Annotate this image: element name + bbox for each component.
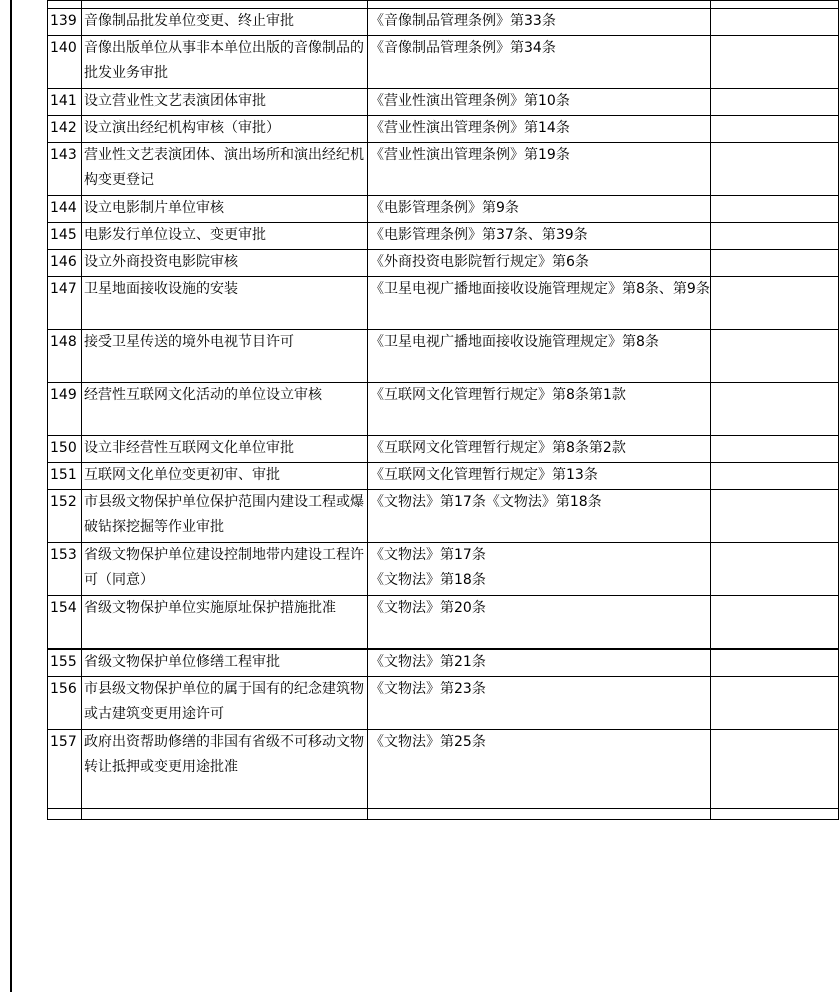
table-row xyxy=(48,143,839,196)
remarks-cell xyxy=(711,596,839,650)
approval-item-cell: 音像出版单位从事非本单位出版的音像制品的批发业务审批 xyxy=(82,36,368,89)
table-row xyxy=(48,1,839,9)
approval-item-cell: 接受卫星传送的境外电视节目许可 xyxy=(82,330,368,383)
item-number-cell: 149 xyxy=(48,383,82,436)
approval-item-cell: 经营性互联网文化活动的单位设立审核 xyxy=(82,383,368,436)
item-number-cell xyxy=(48,1,82,9)
table-row xyxy=(48,436,839,463)
approval-item-cell: 互联网文化单位变更初审、审批 xyxy=(82,463,368,490)
remarks-cell xyxy=(711,543,839,596)
legal-basis-cell: 《卫星电视广播地面接收设施管理规定》第8条、第9条 xyxy=(368,277,711,330)
page-left-border xyxy=(10,0,12,992)
remarks-cell xyxy=(711,36,839,89)
remarks-cell xyxy=(711,436,839,463)
approval-item-cell xyxy=(82,809,368,820)
approval-item-cell: 营业性文艺表演团体、演出场所和演出经纪机构变更登记 xyxy=(82,143,368,196)
approval-item-cell: 设立营业性文艺表演团体审批 xyxy=(82,89,368,116)
legal-basis-cell: 《外商投资电影院暂行规定》第6条 xyxy=(368,250,711,277)
table-row xyxy=(48,809,839,820)
remarks-cell xyxy=(711,1,839,9)
legal-basis-cell: 《互联网文化管理暂行规定》第8条第2款 xyxy=(368,436,711,463)
table-row xyxy=(48,730,839,809)
approval-items-table xyxy=(47,0,839,820)
table-row xyxy=(48,116,839,143)
table-row xyxy=(48,277,839,330)
table-row xyxy=(48,9,839,36)
item-number-cell: 153 xyxy=(48,543,82,596)
remarks-cell xyxy=(711,330,839,383)
legal-basis-cell: 《文物法》第21条 xyxy=(368,649,711,677)
remarks-cell xyxy=(711,250,839,277)
legal-basis-cell: 《卫星电视广播地面接收设施管理规定》第8条 xyxy=(368,330,711,383)
item-number-cell: 156 xyxy=(48,677,82,730)
approval-item-cell: 省级文物保护单位修缮工程审批 xyxy=(82,649,368,677)
remarks-cell xyxy=(711,116,839,143)
legal-basis-cell: 《互联网文化管理暂行规定》第13条 xyxy=(368,463,711,490)
table-row xyxy=(48,649,839,677)
approval-item-cell: 设立非经营性互联网文化单位审批 xyxy=(82,436,368,463)
approval-item-cell: 设立演出经纪机构审核（审批） xyxy=(82,116,368,143)
item-number-cell: 151 xyxy=(48,463,82,490)
legal-basis-cell: 《音像制品管理条例》第34条 xyxy=(368,36,711,89)
table-row xyxy=(48,543,839,596)
approval-item-cell: 省级文物保护单位建设控制地带内建设工程许可（同意） xyxy=(82,543,368,596)
remarks-cell xyxy=(711,730,839,809)
legal-basis-cell: 《电影管理条例》第9条 xyxy=(368,196,711,223)
item-number-cell: 139 xyxy=(48,9,82,36)
remarks-cell xyxy=(711,677,839,730)
legal-basis-cell xyxy=(368,1,711,9)
legal-basis-cell: 《营业性演出管理条例》第14条 xyxy=(368,116,711,143)
legal-basis-cell xyxy=(368,809,711,820)
approval-item-cell: 卫星地面接收设施的安装 xyxy=(82,277,368,330)
approval-item-cell: 设立外商投资电影院审核 xyxy=(82,250,368,277)
approval-item-cell xyxy=(82,1,368,9)
remarks-cell xyxy=(711,277,839,330)
item-number-cell: 152 xyxy=(48,490,82,543)
item-number-cell: 148 xyxy=(48,330,82,383)
table-row xyxy=(48,330,839,383)
table-row xyxy=(48,490,839,543)
remarks-cell xyxy=(711,223,839,250)
item-number-cell: 147 xyxy=(48,277,82,330)
item-number-cell: 157 xyxy=(48,730,82,809)
approval-item-cell: 设立电影制片单位审核 xyxy=(82,196,368,223)
legal-basis-cell: 《营业性演出管理条例》第10条 xyxy=(368,89,711,116)
remarks-cell xyxy=(711,809,839,820)
legal-basis-cell: 《文物法》第23条 xyxy=(368,677,711,730)
item-number-cell: 143 xyxy=(48,143,82,196)
remarks-cell xyxy=(711,143,839,196)
remarks-cell xyxy=(711,649,839,677)
remarks-cell xyxy=(711,383,839,436)
table-body xyxy=(48,1,839,820)
approval-item-cell: 音像制品批发单位变更、终止审批 xyxy=(82,9,368,36)
remarks-cell xyxy=(711,490,839,543)
legal-basis-cell: 《营业性演出管理条例》第19条 xyxy=(368,143,711,196)
approval-item-cell: 政府出资帮助修缮的非国有省级不可移动文物转让抵押或变更用途批准 xyxy=(82,730,368,809)
item-number-cell xyxy=(48,809,82,820)
table-row xyxy=(48,463,839,490)
item-number-cell: 154 xyxy=(48,596,82,650)
item-number-cell: 142 xyxy=(48,116,82,143)
approval-item-cell: 电影发行单位设立、变更审批 xyxy=(82,223,368,250)
legal-basis-cell: 《文物法》第17条《文物法》第18条 xyxy=(368,490,711,543)
remarks-cell xyxy=(711,89,839,116)
table-row xyxy=(48,383,839,436)
legal-basis-cell: 《电影管理条例》第37条、第39条 xyxy=(368,223,711,250)
item-number-cell: 145 xyxy=(48,223,82,250)
table-row xyxy=(48,89,839,116)
legal-basis-cell: 《文物法》第25条 xyxy=(368,730,711,809)
item-number-cell: 146 xyxy=(48,250,82,277)
approval-item-cell: 市县级文物保护单位保护范围内建设工程或爆破钻探挖掘等作业审批 xyxy=(82,490,368,543)
table-row xyxy=(48,677,839,730)
table-row xyxy=(48,250,839,277)
remarks-cell xyxy=(711,196,839,223)
item-number-cell: 140 xyxy=(48,36,82,89)
legal-basis-cell: 《文物法》第17条 《文物法》第18条 xyxy=(368,543,711,596)
item-number-cell: 141 xyxy=(48,89,82,116)
table-row xyxy=(48,223,839,250)
table-row xyxy=(48,596,839,650)
remarks-cell xyxy=(711,463,839,490)
legal-basis-cell: 《音像制品管理条例》第33条 xyxy=(368,9,711,36)
legal-basis-cell: 《互联网文化管理暂行规定》第8条第1款 xyxy=(368,383,711,436)
item-number-cell: 155 xyxy=(48,649,82,677)
legal-basis-cell: 《文物法》第20条 xyxy=(368,596,711,650)
remarks-cell xyxy=(711,9,839,36)
table-row xyxy=(48,196,839,223)
item-number-cell: 144 xyxy=(48,196,82,223)
table-row xyxy=(48,36,839,89)
approval-item-cell: 省级文物保护单位实施原址保护措施批准 xyxy=(82,596,368,650)
item-number-cell: 150 xyxy=(48,436,82,463)
approval-item-cell: 市县级文物保护单位的属于国有的纪念建筑物或古建筑变更用途许可 xyxy=(82,677,368,730)
